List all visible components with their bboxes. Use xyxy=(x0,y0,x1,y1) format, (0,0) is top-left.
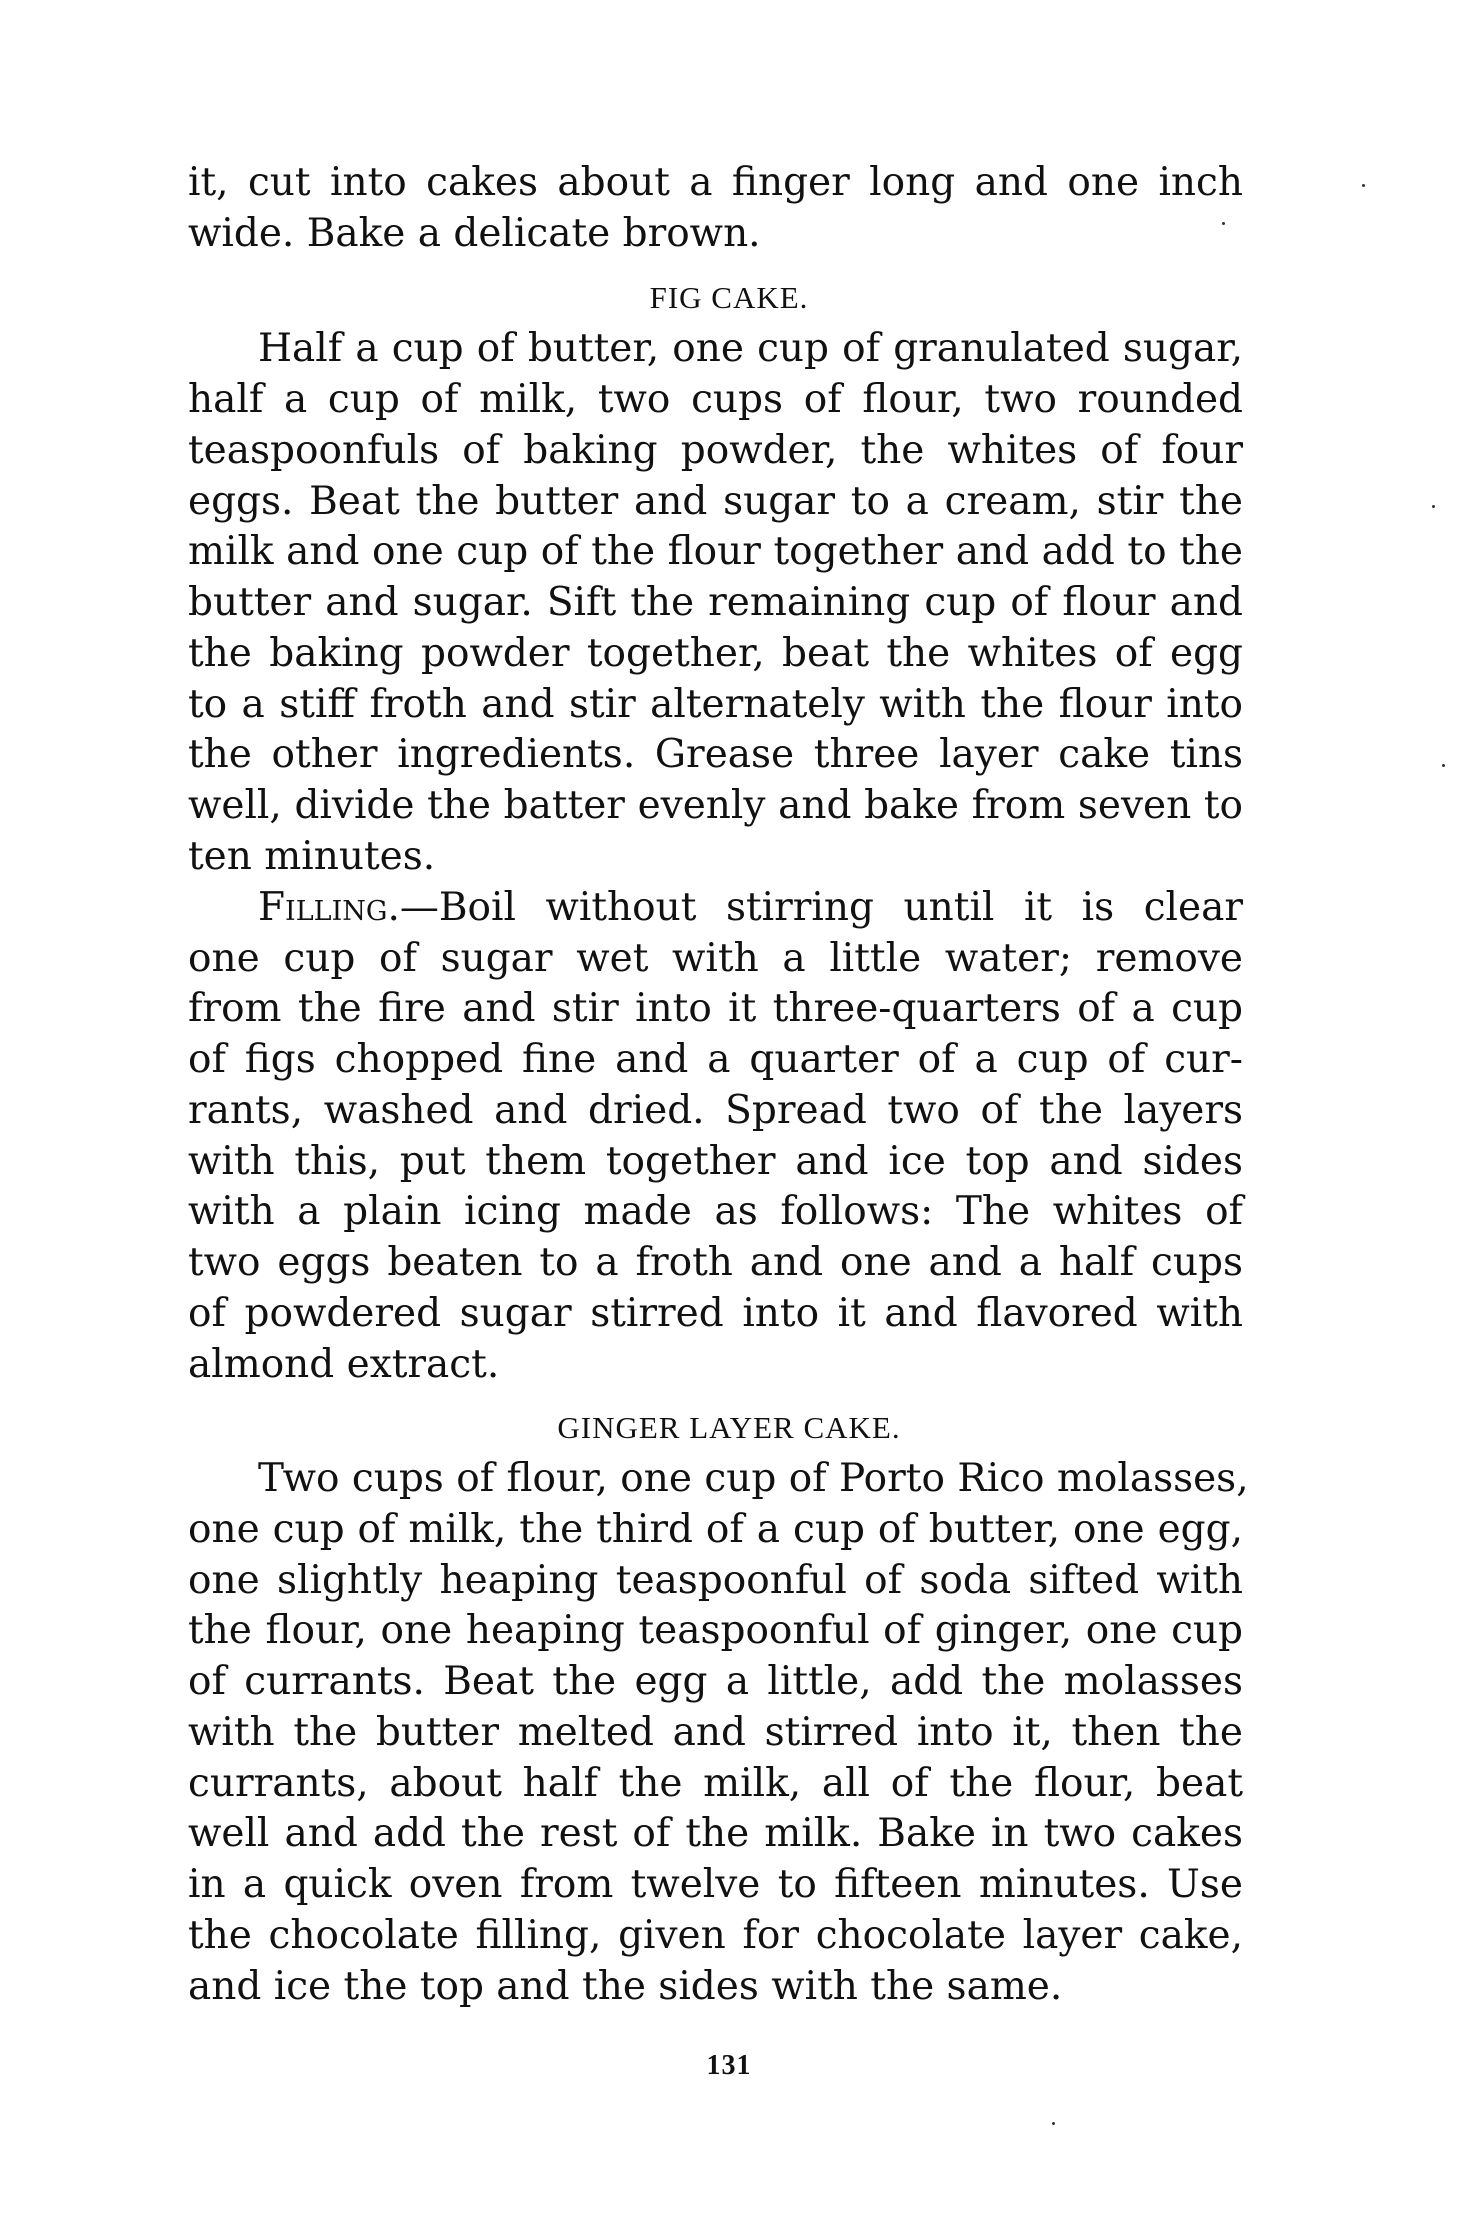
text-line: the flour, one heaping teaspoonful of ginger, one cup xyxy=(188,1608,1243,1653)
text-line: of figs chopped fine and a quarter of a cup of cur- xyxy=(188,1037,1243,1082)
text-line: it, cut into cakes about a finger long and one inch xyxy=(188,160,1243,205)
text-line: one cup of milk, the third of a cup of butter, one egg, xyxy=(188,1507,1243,1552)
text-line: with the butter melted and stirred into it, then the xyxy=(188,1710,1243,1755)
text-line: teaspoonfuls of baking powder, the whites of four xyxy=(188,428,1243,473)
text-line: half a cup of milk, two cups of flour, two rounded xyxy=(188,377,1243,422)
recipe-heading-ginger-layer-cake: GINGER LAYER CAKE. xyxy=(557,1410,901,1445)
text-line: to a stiff froth and stir alternately with the flour into xyxy=(188,682,1243,727)
text-line: well and add the rest of the milk. Bake in two cakes xyxy=(188,1811,1243,1856)
text-line: of powdered sugar stirred into it and flavored with xyxy=(188,1291,1243,1336)
text-line: one slightly heaping teaspoonful of soda sifted with xyxy=(188,1558,1243,1603)
text-line: two eggs beaten to a froth and one and a half cups xyxy=(188,1240,1243,1285)
text-line: the chocolate filling, given for chocolate layer cake, xyxy=(188,1913,1243,1958)
text-line: and ice the top and the sides with the same. xyxy=(188,1964,1063,2009)
text-line: wide. Bake a delicate brown. xyxy=(188,211,761,256)
scan-speck xyxy=(1222,222,1225,225)
text-line: eggs. Beat the butter and sugar to a cream, stir the xyxy=(188,479,1243,524)
text-line: with this, put them together and ice top and sides xyxy=(188,1139,1243,1184)
text-line: butter and sugar. Sift the remaining cup of flour and xyxy=(188,580,1243,625)
text-line: of currants. Beat the egg a little, add the molasses xyxy=(188,1659,1243,1704)
text-line: milk and one cup of the flour together and add to the xyxy=(188,529,1243,574)
recipe-heading-fig-cake: FIG CAKE. xyxy=(649,280,809,315)
text-span: —Boil without stirring until it is clear xyxy=(399,885,1243,930)
scan-speck xyxy=(1442,764,1445,767)
page-number: 131 xyxy=(706,2050,752,2081)
filling-label: Filling. xyxy=(258,885,400,930)
text-line: the baking powder together, beat the whites of egg xyxy=(188,631,1243,676)
text-line: one cup of sugar wet with a little water; remove xyxy=(188,936,1243,981)
scan-speck xyxy=(1052,2122,1055,2125)
scan-speck xyxy=(1362,184,1365,187)
scan-speck xyxy=(1432,505,1435,508)
text-line: almond extract. xyxy=(188,1342,500,1387)
text-line: rants, washed and dried. Spread two of the layers xyxy=(188,1088,1243,1133)
text-line: in a quick oven from twelve to fifteen minutes. Use xyxy=(188,1862,1243,1907)
text-line: Half a cup of butter, one cup of granulated sugar, xyxy=(258,326,1243,371)
text-line: well, divide the batter evenly and bake from seven to xyxy=(188,783,1243,828)
text-line: ten minutes. xyxy=(188,834,436,879)
text-line: with a plain icing made as follows: The whites of xyxy=(188,1189,1243,1234)
text-line: from the fire and stir into it three-quarters of a cup xyxy=(188,986,1243,1031)
text-line: the other ingredients. Grease three layer cake tins xyxy=(188,732,1243,777)
filling-first-line xyxy=(258,883,1243,933)
text-line: currants, about half the milk, all of the flour, beat xyxy=(188,1761,1243,1806)
text-line: Two cups of flour, one cup of Porto Rico molasses, xyxy=(258,1456,1249,1501)
